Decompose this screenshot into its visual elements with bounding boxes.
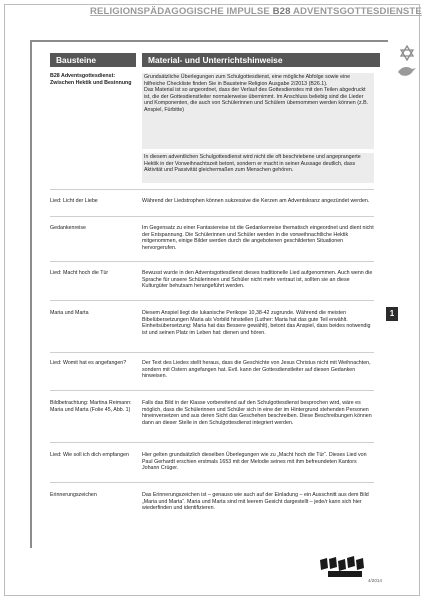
row-label: Lied: Womit hat es angefangen? (50, 360, 127, 366)
row-separator (50, 390, 374, 391)
row-label: Lied: Macht hoch die Tür (50, 270, 109, 276)
crescent-icon (402, 82, 410, 98)
religion-symbols-icon (394, 42, 420, 102)
row-text: Falls das Bild in der Klasse vorbereitend auf den Schulgottesdienst besprochen wird, wäre es möglich, dass die Schülerinnen und Schüler sich in eine der im Hintergrund stehenden Personen hineinversetzen und aus deren Sicht das Geschehen beschreiben. Diese Beschreibungen können dann an dieser Stelle in den Schulgottesdienst integriert werden. (142, 400, 372, 426)
row-separator (50, 189, 374, 190)
row-separator (50, 216, 374, 217)
row-label: Gedankenreise (50, 225, 86, 231)
row-label: B28 Adventsgottesdienst: Zwischen Hektik und Besinnung (50, 73, 132, 86)
header-title-code: B28 (272, 6, 291, 17)
column-header-hinweise: Material- und Unterrichtshinweise (142, 53, 380, 67)
row-label: Bildbetrachtung: Martina Reimann: Maria und Marta (Folie 45, Abb. 1) (50, 400, 132, 413)
column-header-bausteine: Bausteine (50, 53, 136, 67)
row-label: Lied: Licht der Liebe (50, 198, 98, 204)
row-text: Hier gelten grundsätzlich dieselben Überlegungen wie zu „Macht hoch die Tür“. Dieses Lied von Paul Gerhardt erschien erstmals 1653 mit der Melodie seines mit ihm befreundeten Kantors Johann Crüger. (142, 452, 367, 472)
top-rule (30, 40, 388, 42)
header-title-pre: RELIGIONSPÄDAGOGISCHE IMPULSE (90, 6, 273, 17)
star-of-david-icon (401, 46, 413, 60)
bausteine-religion-logo (318, 556, 370, 578)
row-text: Diesem Anspiel liegt die lukanische Perikope 10,38-42 zugrunde. Während die meisten Bibelübersetzungen Maria als Vorbild hinstellen (Luther: Maria hat das gute Teil erwählt. Einheitsübersetzung: Maria hat das Bessere gewählt), betont das Anspiel, dass beides notwendig ist und seinen Platz im Leben hat: dienen und hören. (142, 310, 371, 336)
row-label: Lied: Wie soll ich dich empfangen (50, 452, 129, 458)
row-text: Das Erinnerungszeichen ist – genauso wie auch auf der Einladung – ein Ausschnitt aus dem Bild „Maria und Marta“. Maria und Marta sind mit leerem Gesicht dargestellt – jede/r kann sich hier wiederfinden und identifizieren. (142, 492, 369, 512)
row-text: Bewusst wurde in den Adventsgottesdienst dieses traditionelle Lied aufgenommen. Auch wenn die Sprache für unsere Schülerinnen und Schüler nicht mehr vertraut ist, sollten sie an diese Kulturgüter behutsam herangeführt werden. (142, 270, 373, 290)
row-text-secondary: In diesem adventlichen Schulgottesdienst wird nicht die oft beschriebene und angeprangerte Hektik in der Vorweihnachtszeit betont, sondern er macht in seiner Aussage deutlich, dass Aktivität und Passivität gleichermaßen zum Menschen gehören. (142, 153, 374, 183)
row-label: Erinnerungszeichen (50, 492, 97, 498)
row-separator (50, 261, 374, 262)
row-text: Der Text des Liedes stellt heraus, dass die Geschichte von Jesus Christus nicht mit Weihnachten, sondern mit Ostern angefangen hat. Evtl. kann der Gottesdienstleiter auf diesen Gedanken hinweisen. (142, 360, 371, 380)
row-text: Im Gegensatz zu einer Fantasiereise ist die Gedankenreise thematisch eingeordnet und dient nicht der Entspannung. Die Schülerinnen und Schüler werden in die vorweihnachtliche Hektik mitgenommen, einige Bilder werden durch die angebotenen geschilderten Situationen hervorgerufen. (142, 225, 374, 251)
row-separator (50, 442, 374, 443)
row-separator (50, 482, 374, 483)
section-tab-badge: 1 (386, 307, 398, 321)
row-text: Grundsätzliche Überlegungen zum Schulgottesdienst, eine mögliche Abfolge sowie eine hilfreiche Checkliste finden Sie in Bausteine Religion Ausgabe 2/2013 (B26.1). Das Material ist so angeordnet, dass der Verlauf des Gottesdienstes mit den Teilen abgedruckt ist, die der Gottesdienstleiter normalerweise übernimmt. Im Anschluss beliebig sind die Lieder und Komponenten, die auch von Schülerinnen und Schülern übernommen werden können (z.B. Anspiel, Fürbitte) (142, 73, 374, 149)
row-separator (50, 300, 374, 301)
header-title-post: ADVENTSGOTTESDIENSTE (290, 6, 422, 17)
row-label: Maria und Marta (50, 310, 89, 316)
page-header (90, 6, 422, 22)
row-text: Während der Liedstrophen können sukzessive die Kerzen am Adventskranz angezündet werden. (142, 198, 370, 204)
side-rule (30, 40, 32, 548)
row-separator (50, 352, 374, 353)
dove-icon (398, 67, 416, 76)
issue-number: 4/2014 (367, 578, 382, 583)
